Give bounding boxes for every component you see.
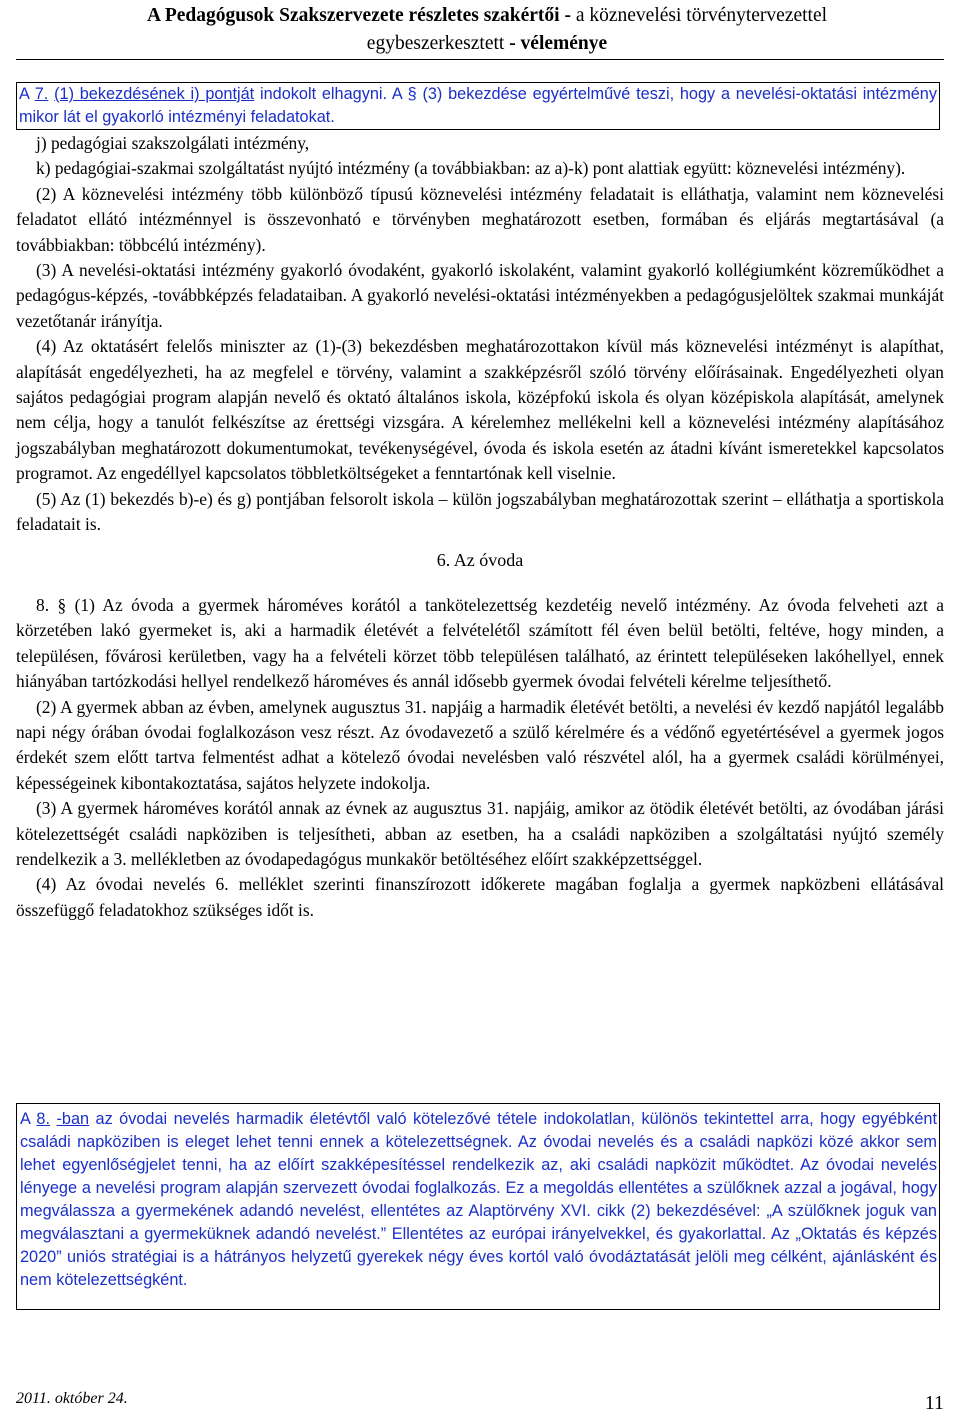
paragraph-k: k) pedagógiai-szakmai szolgáltatást nyújtó intézmény (a továbbiakban: az a)-k) pont alattiak együtt: köznevelési intézmény). (36, 158, 906, 179)
header-title-rest: a köznevelési törvénytervezettel (575, 5, 828, 26)
paragraph-7-3: (3) A nevelési-oktatási intézmény gyakorló óvodaként, gyakorló iskolaként, valamint gyakorló kollégiumként közreműködhet a pedagógus-képzés, -továbbképzés feladataiban. A gyakorló nevelési-oktatási intézményekben a pedagógusjelöltek szakmai munkáját vezetőtanár irányítja. (16, 260, 944, 331)
comment2-link-section[interactable]: 8. (36, 1110, 51, 1128)
header-title-bold: A Pedagógusok Szakszervezete részletes szakértői - (146, 5, 571, 26)
paragraph-7-5: (5) Az (1) bekezdés b)-e) és g) pontjában felsorolt iskola – külön jogszabályban meghatározottak szerint – elláthatja a sportiskola feladatait is. (16, 488, 944, 535)
header-subtitle-b: - véleménye (509, 33, 608, 54)
paragraph-8-1: 8. § (1) Az óvoda a gyermek hároméves korától a tankötelezettség kezdetéig nevelő intézmény. Az óvoda felveheti azt a körzetében lakó gyermeket is, aki a harmadik életévét a felvételétől számított fél éven belül betölti, feltéve, hogy minden, a településen, fővárosi kerületben, vagy ha a felvételi körzet több településen található, az érintett településeken lakóhellyel, ennek hiányában tartózkodási hellyel rendelkező hároméves és annál idősebb gyermek óvodai felvételi kérelme teljesíthető. (16, 594, 944, 692)
law-text-section-7 (16, 131, 944, 923)
footer-date: 2011. október 24. (16, 1390, 128, 1407)
page-header (30, 0, 944, 58)
header-line-2 (30, 30, 944, 58)
header-divider (16, 59, 944, 60)
page-number: 11 (924, 1392, 944, 1414)
comment1-link-paragraph[interactable]: (1) bekezdésének i) pontját (54, 85, 255, 103)
comment1-text-c: indokolt elhagyni. A § (3) bekezdése egyértelművé teszi, hogy a nevelési-oktatási intézmény mikor lát el gyakorló intézményi feladatokat. (19, 85, 938, 126)
comment2-text-a: A (20, 1110, 37, 1128)
paragraph-j: j) pedagógiai szakszolgálati intézmény, (36, 133, 310, 153)
paragraph-7-2: (2) A köznevelési intézmény több különböző típusú köznevelési intézmény feladatait is elláthatja, valamint nem köznevelési feladatot ellátó intézménnyel is összevonható e törvényben meghatározott esetben, formában és eljárás megtartásával (a továbbiakban: többcélú intézmény). (16, 183, 944, 255)
section-title: 6. Az óvoda (436, 549, 524, 570)
comment2-link-paragraph[interactable]: -ban (56, 1110, 90, 1128)
paragraph-7-4: (4) Az oktatásért felelős miniszter az (1)-(3) bekezdésben meghatározottakon kívül más köznevelési intézményt is alapíthat, alapítását engedélyezheti, ha az megfelel e törvény, valamint a szakképzésről szóló törvény előírásainak. Engedélyezheti olyan sajátos pedagógiai program alapján nevelő és oktató általános iskola, középfokú iskola és olyan középiskola alapítását, amelynek nem célja, hogy a tanulót felkészítse az érettségi vizsgára. A kérelemhez mellékelni kell a köznevelési intézmény alapításához jogszabályban meghatározott dokumentumokat, tevékenységével, óvoda és iskola esetén az átadni kívánt ismeretekkel kapcsolatos programot. Az engedéllyel kapcsolatos többletköltségeket a fenntartónak kell viselnie. (16, 336, 944, 484)
comment-box-1 (16, 82, 940, 130)
header-line-1 (30, 2, 944, 30)
paragraph-8-2: (2) A gyermek abban az évben, amelynek augusztus 31. napjáig a harmadik életévét betölti, a nevelési év kezdő napjától legalább napi négy órában óvodai foglalkozáson vesz részt. Az óvodavezető a szülő kérelmére és a védőnő egyetértésével a gyermek jogos érdekét szem előtt tartva felmentést adhat a kötelező óvodai nevelésben való részvétel alól, ha a gyermek családi körülményei, képességeinek kibontakoztatása, sajátos helyzete indokolja. (16, 696, 944, 793)
header-subtitle-a: egybeszerkesztett (366, 33, 505, 54)
comment1-link-section[interactable]: 7. (34, 85, 49, 103)
comment2-text-c: az óvodai nevelés harmadik életévtől való kötelezővé tétele indokolatlan, különös tekintettel arra, hogy egyébként családi napköziben is eleget lehet tenni ennek a kötelezettségnek. Az óvodai nevelés és a családi napközi közé akkor sem lehet egyenlőségjelet tenni, ha az előírt szakképesítéssel rendelkezik az, aki családi napközit működtet. Az óvodai nevelés lényege a nevelési program alapján szervezett óvodai foglalkozás. Ez a megoldás ellentétes a szülőknek azzal a jogával, hogy megválassza a gyermekének adandó nevelést, ellentétes az Alaptörvény XVI. cikk (2) bekezdésével: „A szülőknek joguk van megválasztani a gyermeküknek adandó nevelést.” Ellentétes az európai irányelvekkel, és gyakorlattal. Az „Oktatás és képzés 2020” uniós stratégiai is a hátrányos helyzetű gyerekek négy éves kortól való óvodáztatását jelöli meg célként, ajánlásként és nem kötelezettségként. (20, 1110, 938, 1289)
paragraph-8-4: (4) Az óvodai nevelés 6. melléklet szerinti finanszírozott időkerete magában foglalja a gyermek napközbeni ellátásával összefüggő feladatokhoz szükséges időt is. (16, 874, 944, 920)
comment1-text-a: A (19, 85, 35, 103)
comment-box-2 (16, 1103, 940, 1310)
paragraph-8-3: (3) A gyermek hároméves korától annak az évnek az augusztus 31. napjáig, amikor az ötödik életévét betölti, az óvodában járási kötelezettségét családi napköziben is teljesítheti, abban az esetben, ha a családi napköziben a szolgáltatási nyújtó személy rendelkezik a 3. mellékletben az óvodapedagógus munkakör betöltéséhez előírt szakképzettséggel. (16, 798, 944, 869)
